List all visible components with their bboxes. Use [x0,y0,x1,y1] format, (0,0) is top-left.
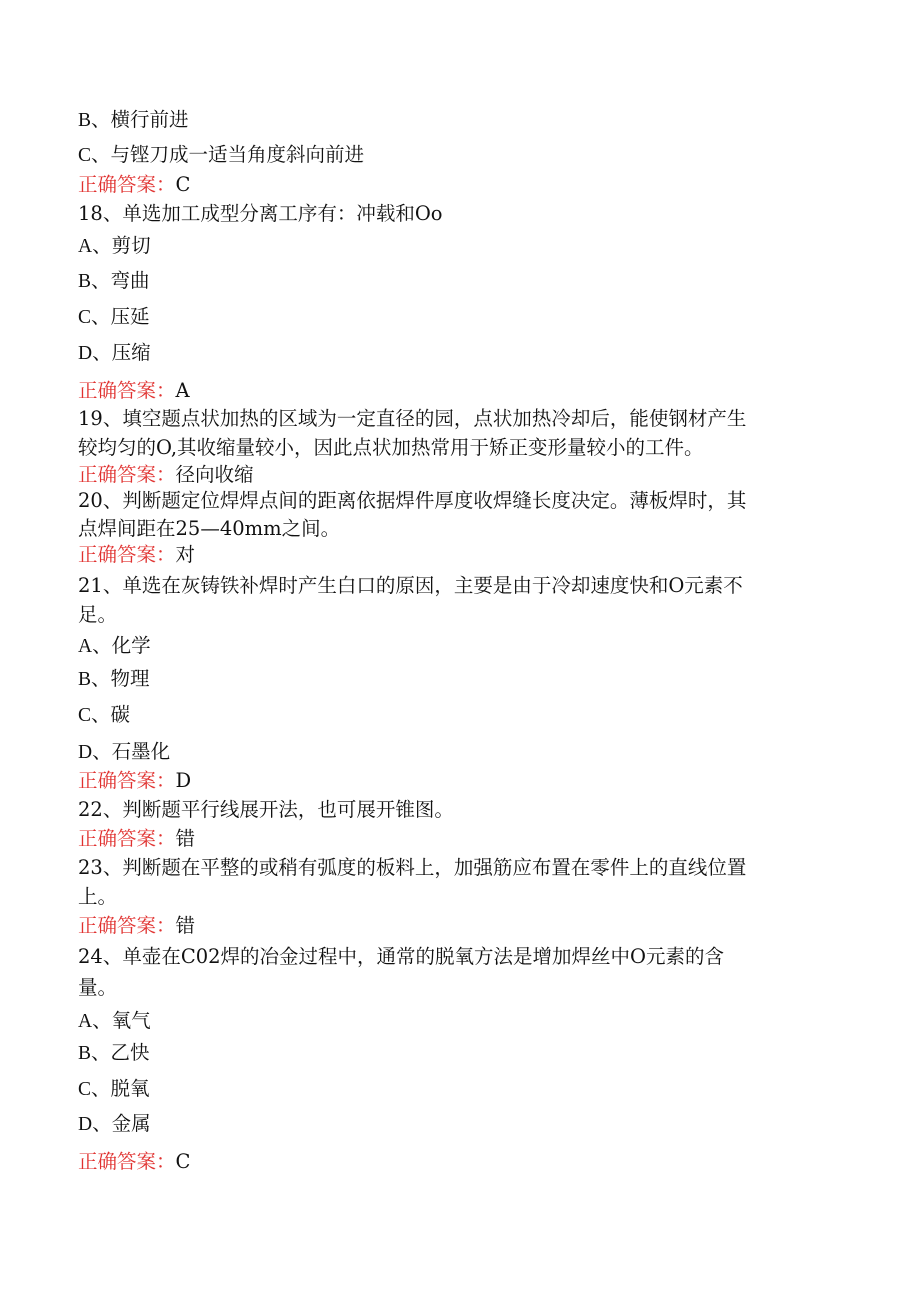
question-line: 20、判断题定位焊焊点间的距离依据焊件厚度收焊缝长度决定。薄板焊时，其 [78,489,747,512]
question-line: 足。 [78,603,118,626]
answer-line: 正确答案：对 [78,543,196,566]
question-line: 点焊间距在25—40mm之间。 [78,517,341,540]
answer-line: 正确答案：A [78,379,190,402]
question-line: 上。 [78,885,118,908]
answer-line: 正确答案：C [78,173,191,196]
option-line: D、石墨化 [78,740,171,763]
question-line: 较均匀的O,其收缩量较小，因此点状加热常用于矫正变形量较小的工件。 [78,436,704,459]
answer-line: 正确答案：D [78,769,192,792]
answer-line: 正确答案：错 [78,914,196,937]
option-line: C、脱氧 [78,1077,150,1100]
question-line: 量。 [78,976,118,999]
question-line: 23、判断题在平整的或稍有弧度的板料上，加强筋应布置在零件上的直线位置 [78,856,747,879]
option-line: B、乙快 [78,1041,150,1064]
option-line: B、横行前进 [78,108,189,131]
question-line: 21、单选在灰铸铁补焊时产生白口的原因，主要是由于冷却速度快和O元素不 [78,574,743,597]
option-line: C、碳 [78,703,131,726]
option-line: A、剪切 [78,234,151,257]
question-line: 18、单选加工成型分离工序有：冲载和Oo [78,202,443,225]
option-line: D、压缩 [78,341,151,364]
answer-line: 正确答案：错 [78,827,196,850]
answer-line: 正确答案：径向收缩 [78,463,254,486]
question-line: 22、判断题平行线展开法，也可展开锥图。 [78,798,454,821]
option-line: C、压延 [78,305,150,328]
option-line: C、与铿刀成一适当角度斜向前进 [78,143,365,166]
answer-line: 正确答案：C [78,1150,191,1173]
option-line: A、化学 [78,634,151,657]
option-line: B、物理 [78,667,150,690]
question-line: 24、单壶在C02焊的冶金过程中，通常的脱氧方法是增加焊丝中O元素的含 [78,945,725,968]
option-line: D、金属 [78,1112,151,1135]
option-line: A、氧气 [78,1009,151,1032]
question-line: 19、填空题点状加热的区域为一定直径的园，点状加热冷却后，能使钢材产生 [78,407,747,430]
option-line: B、弯曲 [78,269,150,292]
